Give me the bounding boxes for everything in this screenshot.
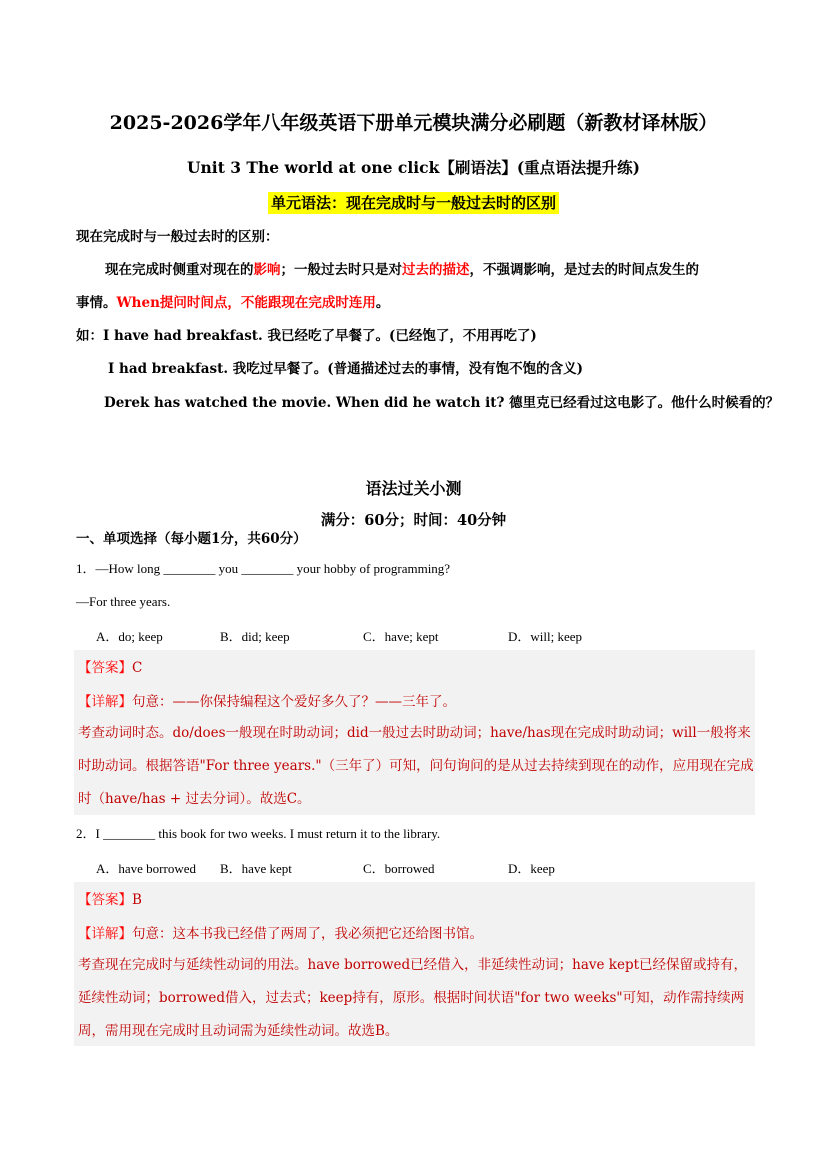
answer-value: C	[132, 660, 143, 676]
document-subtitle: Unit 3 The world at one click【刷语法】(重点语法提升练)	[187, 158, 640, 177]
test-score-line: 满分：60分；时间：40分钟	[320, 512, 507, 529]
intro-text-3: ，不强调影响，是过去的时间点发生的	[469, 262, 699, 278]
intro-paragraph-line1	[105, 259, 699, 281]
intro-highlight-past: 过去的描述	[402, 262, 470, 278]
intro-paragraph-line2	[76, 292, 389, 314]
question-1-stem: 1．—How long ________ you ________ your hobby of programming?	[76, 561, 451, 576]
test-section-title: 语法过关小测	[365, 479, 462, 498]
question-2-answer-box	[74, 882, 755, 1046]
question-2-answer	[78, 888, 142, 908]
question-2-option-b: B．have kept	[220, 861, 292, 876]
answer-value: B	[132, 892, 142, 908]
question-2-explanation: 考查现在完成时与延续性动词的用法。have borrowed已经借入，非延续性动词；have kept已经保留或持有，延续性动词；borrowed借入，过去式；keep持有，原形。根据时间状语"for two weeks"可知，动作需持续两周，需用现在完成时且动词需为延续性动词。故选B。	[78, 957, 748, 1039]
intro-text-4: 事情。	[76, 295, 117, 311]
question-1-answer-box	[74, 650, 755, 815]
answer-label: 【答案】	[78, 892, 132, 908]
question-1-option-a: A．do; keep	[96, 629, 163, 644]
detail-meaning: 句意：——你保持编程这个爱好多久了？——三年了。	[132, 694, 456, 710]
detail-label: 【详解】	[78, 694, 132, 710]
intro-text-1: 现在完成时侧重对现在的	[105, 262, 254, 278]
part-heading: 一、单项选择（每小题1分，共60分）	[76, 531, 307, 547]
example-2: I had breakfast. 我吃过早餐了。(普通描述过去的事情，没有饱不饱的含义)	[108, 361, 584, 377]
question-1-reply: —For three years.	[76, 594, 171, 609]
question-1-explanation: 考查动词时态。do/does一般现在时助动词；did一般过去时助动词；have/has现在完成时助动词；will一般将来时助动词。根据答语"For three years."（三年了）可知，问句询问的是从过去持续到现在的动作，应用现在完成时（have/has + 过去分词）。故选C。	[78, 725, 754, 807]
document-title: 2025-2026学年八年级英语下册单元模块满分必刷题（新教材译林版）	[109, 112, 718, 134]
question-1-detail-meaning	[78, 690, 456, 710]
intro-text-2: ；一般过去时只是对	[280, 262, 402, 278]
grammar-banner-text: 单元语法：现在完成时与一般过去时的区别	[268, 192, 559, 214]
question-2-detail-meaning	[78, 922, 483, 942]
question-1-option-c: C．have; kept	[363, 629, 439, 644]
detail-label: 【详解】	[78, 926, 132, 942]
question-2-stem: 2．I ________ this book for two weeks. I must return it to the library.	[76, 826, 441, 841]
intro-heading: 现在完成时与一般过去时的区别：	[76, 229, 279, 245]
detail-meaning: 句意：这本书我已经借了两周了，我必须把它还给图书馆。	[132, 926, 483, 942]
question-2-option-a: A．have borrowed	[96, 861, 196, 876]
question-1-answer	[78, 656, 142, 676]
grammar-banner	[0, 192, 827, 214]
question-2-option-c: C．borrowed	[363, 861, 435, 876]
example-1: 如：I have had breakfast. 我已经吃了早餐了。(已经饱了，不用再吃了)	[76, 328, 537, 344]
example-3: Derek has watched the movie. When did he watch it? 德里克已经看过这电影了。他什么时候看的？	[104, 395, 780, 411]
question-1-option-b: B．did; keep	[220, 629, 290, 644]
intro-text-5: 。	[375, 295, 390, 311]
question-1-option-d: D．will; keep	[508, 629, 583, 644]
intro-highlight-influence: 影响	[253, 262, 281, 278]
answer-label: 【答案】	[78, 660, 132, 676]
question-2-option-d: D．keep	[508, 861, 555, 876]
intro-highlight-when: When提问时间点，不能跟现在完成时连用	[116, 295, 376, 311]
